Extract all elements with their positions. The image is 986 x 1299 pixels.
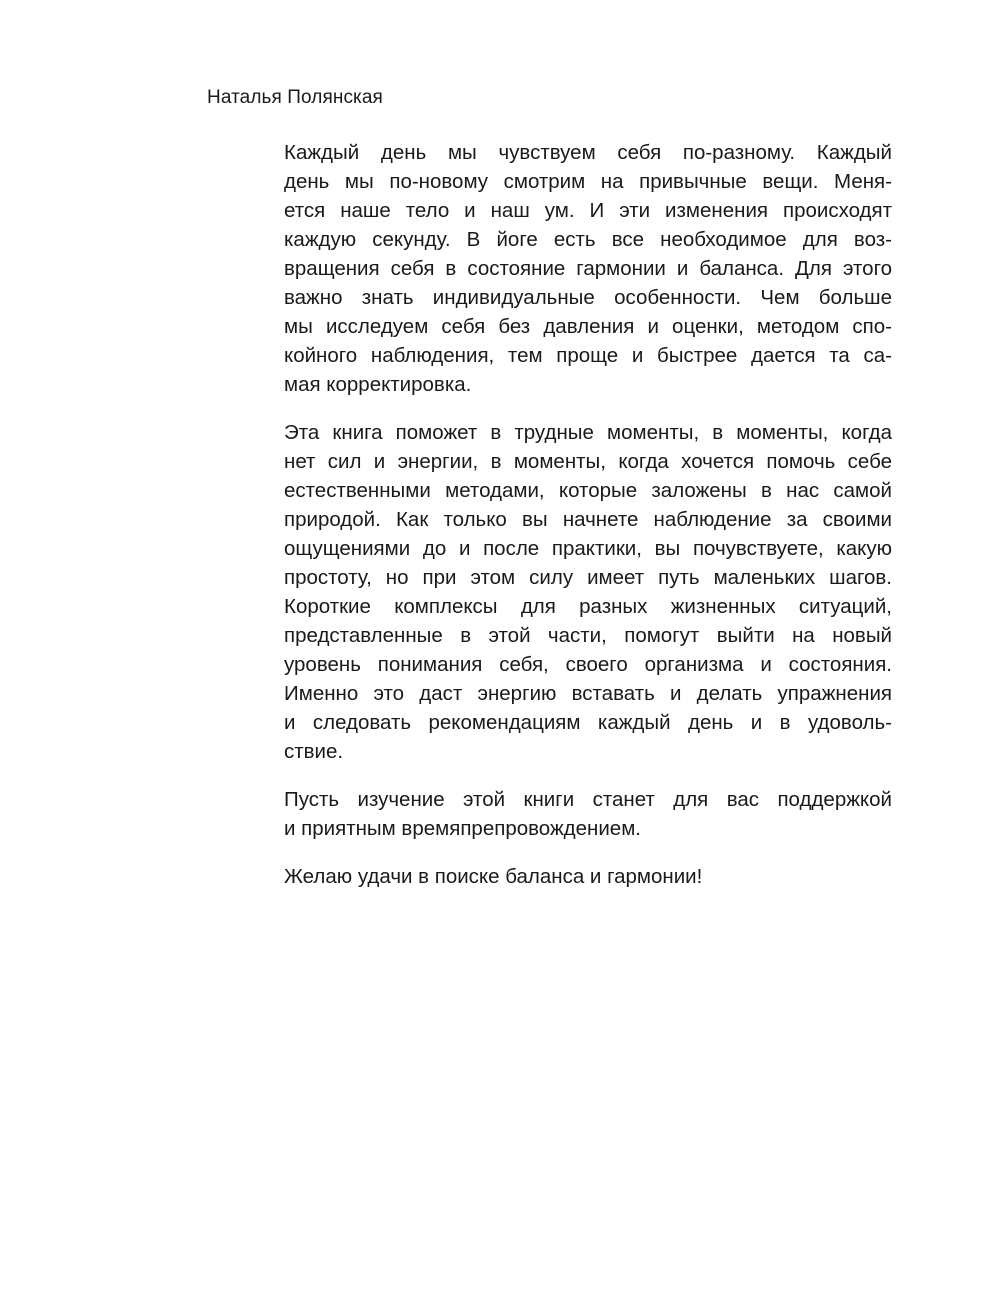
paragraph-spacer xyxy=(284,766,892,785)
text-line: мы исследуем себя без давления и оценки, методом спо- xyxy=(284,315,892,338)
paragraph-2 xyxy=(284,418,892,766)
text-line: простоту, но при этом силу имеет путь маленьких шагов. xyxy=(284,566,892,589)
text-line: мая корректировка. xyxy=(284,373,472,396)
paragraph-spacer xyxy=(284,399,892,418)
body-text xyxy=(284,138,892,891)
text-line: Короткие комплексы для разных жизненных ситуаций, xyxy=(284,595,892,618)
paragraph-4 xyxy=(284,862,892,891)
text-line: уровень понимания себя, своего организма и состояния. xyxy=(284,653,892,676)
text-line: представленные в этой части, помогут выйти на новый xyxy=(284,624,892,647)
text-line: ощущениями до и после практики, вы почувствуете, какую xyxy=(284,537,892,560)
text-line: нет сил и энергии, в моменты, когда хочется помочь себе xyxy=(284,450,892,473)
text-line: Эта книга поможет в трудные моменты, в моменты, когда xyxy=(284,421,892,444)
text-line: Каждый день мы чувствуем себя по-разному. Каждый xyxy=(284,141,892,164)
text-line: и следовать рекомендациям каждый день и в удоволь- xyxy=(284,711,892,734)
paragraph-1 xyxy=(284,138,892,399)
text-line: Пусть изучение этой книги станет для вас поддержкой xyxy=(284,788,892,811)
paragraph-spacer xyxy=(284,843,892,862)
text-line: и приятным времяпрепровождением. xyxy=(284,817,641,840)
text-line: Желаю удачи в поиске баланса и гармонии! xyxy=(284,865,703,888)
paragraph-3 xyxy=(284,785,892,843)
text-line: койного наблюдения, тем проще и быстрее дается та са- xyxy=(284,344,892,367)
text-line: важно знать индивидуальные особенности. Чем больше xyxy=(284,286,892,309)
text-line: ется наше тело и наш ум. И эти изменения происходят xyxy=(284,199,892,222)
text-line: ствие. xyxy=(284,740,344,763)
text-line: вращения себя в состояние гармонии и баланса. Для этого xyxy=(284,257,892,280)
text-line: день мы по-новому смотрим на привычные вещи. Меня- xyxy=(284,170,892,193)
running-head-author: Наталья Полянская xyxy=(207,87,383,108)
text-line: природой. Как только вы начнете наблюдение за своими xyxy=(284,508,892,531)
text-line: каждую секунду. В йоге есть все необходимое для воз- xyxy=(284,228,892,251)
text-line: Именно это даст энергию вставать и делать упражнения xyxy=(284,682,892,705)
text-line: естественными методами, которые заложены в нас самой xyxy=(284,479,892,502)
